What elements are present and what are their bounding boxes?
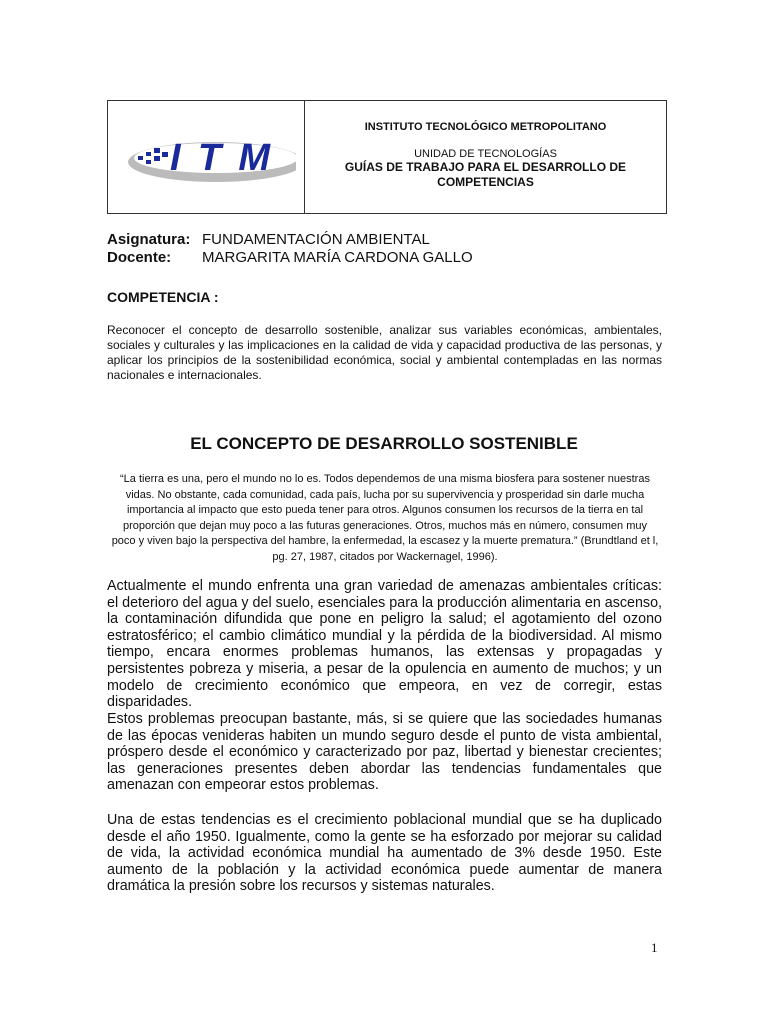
paragraph: Estos problemas preocupan bastante, más, si se quiere que las sociedades humanas de las épocas venideras habiten un mundo seguro desde el punto de vista ambiental, próspero desde el económico y caracterizado por paz, libertad y bienestar crecientes; las generaciones presentes deben abordar las tendencias fundamentales que amenazan con empeorar estos problemas. [107,711,662,794]
competencia-text: Reconocer el concepto de desarrollo sostenible, analizar sus variables económicas, ambientales, sociales y culturales y las implicaciones en la calidad de vida y capacidad productiva de las personas, y aplicar los principios de la sostenibilidad económica, social y ambiental contempladas en las normas nacionales e internacionales. [107,323,662,382]
unit-name: UNIDAD DE TECNOLOGÍAS [414,148,557,160]
course-meta [107,231,473,267]
itm-logo [108,101,305,213]
header-table [107,100,667,214]
brundtland-quote: “La tierra es una, pero el mundo no lo es. Todos dependemos de una misma biosfera para sostener nuestras vidas. No obstante, cada comunidad, cada país, lucha por su supervivencia y prosperidad sin darle mucha importancia al impacto que esto pueda tener para otros. Algunos consumen los recursos de la tierra en tal proporción que dejan muy poco a las futuras generaciones. Otros, muchos más en número, consumen muy poco y viven bajo la perspectiva del hambre, la enfermedad, la escasez y la muerte prematura.” (Brundtland et l, pg. 27, 1987, citados por Wackernagel, 1996). [111,473,659,563]
teacher-value: MARGARITA MARÍA CARDONA GALLO [202,249,473,266]
competencia-heading: COMPETENCIA : [107,289,219,305]
subject-label: Asignatura: [107,231,191,248]
section-title: EL CONCEPTO DE DESARROLLO SOSTENIBLE [190,434,578,453]
teacher-label: Docente: [107,249,172,266]
institute-name: INSTITUTO TECNOLÓGICO METROPOLITANO [364,121,607,133]
paragraph: Actualmente el mundo enfrenta una gran variedad de amenazas ambientales críticas: el deterioro del agua y del suelo, esenciales para la producción alimentaria en ascenso, la contaminación difundida que pone en peligro la salud; el agotamiento del ozono estratosférico; el cambio climático mundial y la pérdida de la biodiversidad. Al mismo tiempo, encara enormes problemas humanos, las extensas y propagadas y persistentes pobreza y miseria, a pesar de la opulencia en aumento de muchos; y un modelo de crecimiento económico que empeora, en vez de corregir, estas disparidades. [107,578,662,711]
page-number: 1 [651,940,658,955]
svg-text:ITM: ITM [170,137,270,179]
paragraph: Una de estas tendencias es el crecimiento poblacional mundial que se ha duplicado desde el año 1950. Igualmente, como la gente se ha esforzado por mejorar su calidad de vida, la actividad económica mundial ha aumentado de 3% desde 1950. Este aumento de la población y la actividad económica puede aumentar de manera dramática la presión sobre los recursos y sistemas naturales. [107,812,662,895]
guide-title: GUÍAS DE TRABAJO PARA EL DESARROLLO DE COMPETENCIAS [344,160,627,189]
subject-value: FUNDAMENTACIÓN AMBIENTAL [202,231,430,248]
